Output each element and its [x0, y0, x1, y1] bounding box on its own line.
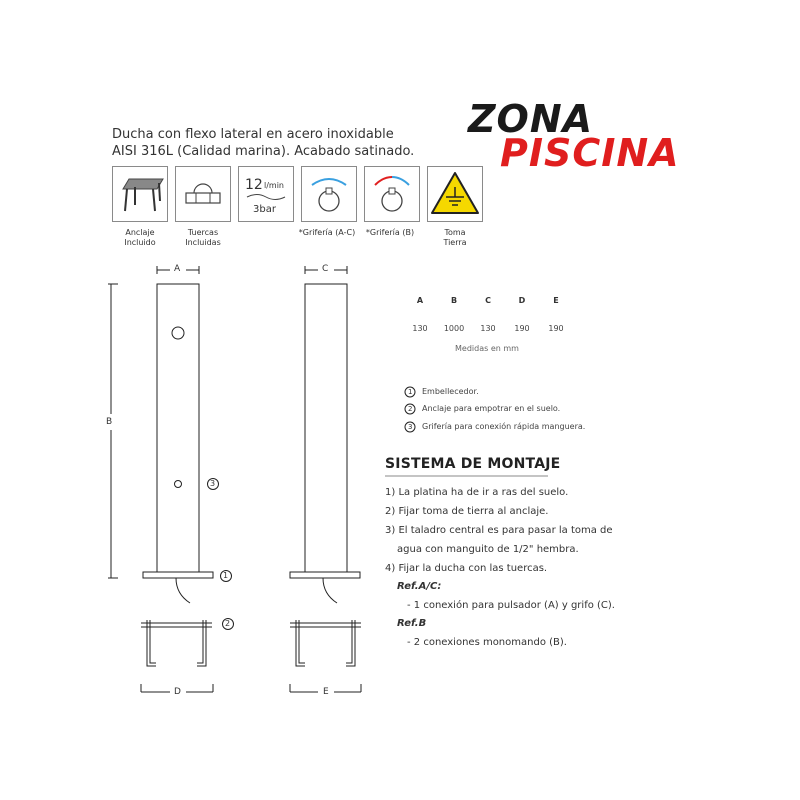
- dim-label-c: C: [322, 264, 329, 274]
- base-plate-front: [143, 572, 213, 578]
- callout-3: 3: [210, 479, 216, 488]
- dim-header-b: B: [450, 296, 458, 305]
- dim-header-c: C: [485, 296, 491, 305]
- dim-header-d: D: [518, 296, 526, 305]
- ref-b-text: - 2 conexiones monomando (B).: [407, 637, 567, 648]
- montaje-step-3-cont: agua con manguito de 1/2" hembra.: [397, 544, 579, 555]
- legend-num-2: 2: [408, 405, 413, 413]
- dim-label-d: D: [174, 687, 181, 697]
- hose-front: [176, 578, 190, 603]
- dim-value-e: 190: [548, 324, 564, 333]
- anchor-front-view: [141, 620, 212, 666]
- description-line-1: Ducha con flexo lateral en acero inoxidable: [112, 127, 394, 142]
- logo-word-zona: ZONA: [468, 97, 594, 141]
- flow-unit: l/min: [264, 181, 285, 190]
- feature-label-anclaje: Anclaje Incluido: [124, 228, 156, 247]
- callout-1: 1: [223, 571, 229, 580]
- column-side-view: [305, 284, 347, 572]
- legend-num-1: 1: [408, 388, 413, 396]
- dim-label-e: E: [323, 687, 329, 697]
- anchor-side-view: [290, 620, 361, 666]
- dim-value-d: 190: [514, 324, 530, 333]
- unit-note: Medidas en mm: [455, 344, 519, 353]
- dim-value-c: 130: [480, 324, 496, 333]
- callout-2: 2: [225, 619, 231, 628]
- legend-item-3: Grifería para conexión rápida manguera.: [422, 422, 586, 431]
- legend-item-2: Anclaje para empotrar en el suelo.: [422, 404, 561, 413]
- hole-hose: [175, 481, 182, 488]
- feature-label-toma-tierra: Toma Tierra: [443, 228, 467, 247]
- ref-ac-text: - 1 conexión para pulsador (A) y grifo (C).: [407, 600, 615, 611]
- dim-value-a: 130: [412, 324, 428, 333]
- montaje-title: SISTEMA DE MONTAJE: [385, 456, 561, 472]
- flow-value: 12: [245, 177, 263, 193]
- feature-label-griferia-b: *Grifería (B): [365, 228, 415, 237]
- montaje-step-4: 4) Fijar la ducha con las tuercas.: [385, 563, 548, 574]
- pressure-value: 3bar: [253, 204, 276, 215]
- description-line-2: AISI 316L (Calidad marina). Acabado satinado.: [112, 144, 415, 159]
- hole-faucet-upper: [172, 327, 184, 339]
- logo-word-piscina: PISCINA: [500, 131, 680, 175]
- ref-ac-label: Ref.A/C:: [397, 581, 442, 592]
- dim-label-b: B: [106, 417, 113, 427]
- legend-item-1: Embellecedor.: [422, 387, 479, 396]
- dim-header-a: A: [416, 296, 424, 305]
- montaje-step-2: 2) Fijar toma de tierra al anclaje.: [385, 506, 549, 517]
- legend-num-3: 3: [408, 423, 413, 431]
- ref-b-label: Ref.B: [397, 618, 427, 629]
- feature-label-griferia-ac: *Grifería (A-C): [298, 228, 356, 237]
- hose-side: [323, 578, 337, 603]
- base-plate-side: [290, 572, 360, 578]
- montaje-step-3: 3) El taladro central es para pasar la toma de: [385, 525, 613, 536]
- dim-label-a: A: [174, 264, 181, 274]
- montaje-step-1: 1) La platina ha de ir a ras del suelo.: [385, 487, 569, 498]
- dim-header-e: E: [553, 296, 559, 305]
- dim-value-b: 1000: [443, 324, 465, 333]
- feature-label-tuercas: Tuercas Incluidas: [185, 228, 221, 247]
